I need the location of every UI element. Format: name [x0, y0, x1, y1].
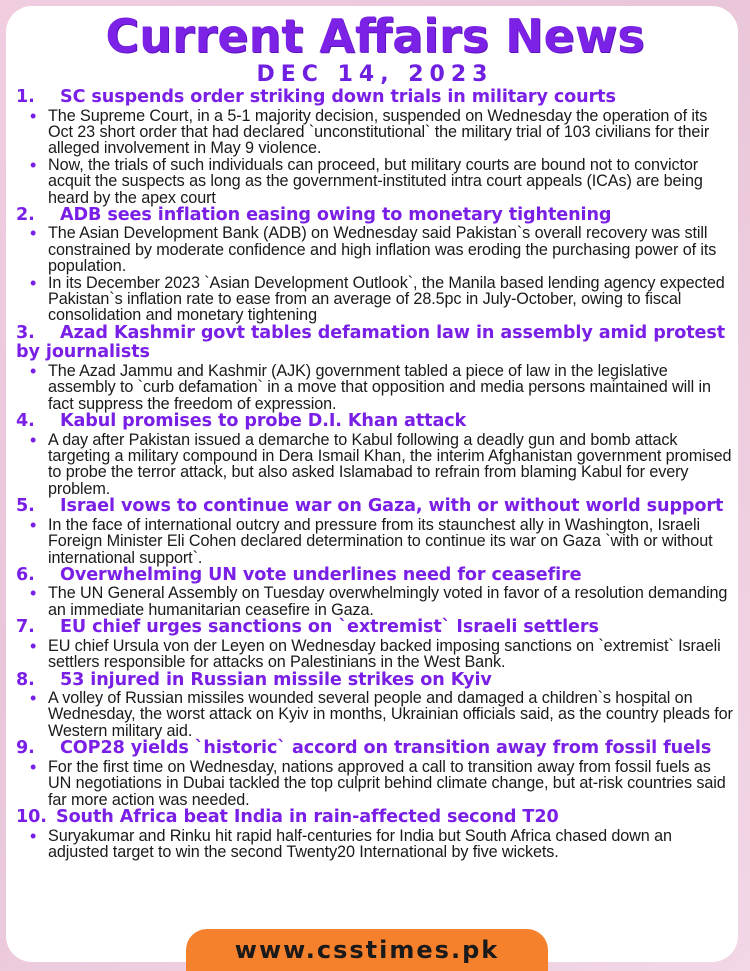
news-bullets	[16, 108, 736, 206]
news-bullets	[16, 690, 736, 739]
news-bullet: • The Asian Development Bank (ADB) on Wednesday said Pakistan`s overall recovery was still constrained by moderate confidence and high inflation was eroding the purchasing power of its population.	[48, 225, 736, 274]
news-item	[16, 808, 736, 860]
news-bullets	[16, 225, 736, 323]
news-bullets	[16, 828, 736, 861]
news-headline	[16, 497, 736, 517]
news-headline-text: ADB sees inflation easing owing to monetary tightening	[60, 204, 612, 225]
news-bullets	[16, 517, 736, 566]
news-item	[16, 566, 736, 618]
news-headline-text: COP28 yields `historic` accord on transition away from fossil fuels	[60, 738, 712, 759]
news-bullets	[16, 585, 736, 618]
news-number: 5.	[16, 496, 35, 517]
news-headline-text: 53 injured in Russian missile strikes on Kyiv	[60, 669, 492, 690]
news-item	[16, 497, 736, 566]
news-bullet: • A day after Pakistan issued a demarche to Kabul following a deadly gun and bomb attack targeting a military compound in Dera Ismail Khan, the interim Afghanistan government promised to probe the terror attack, but also asked Islamabad to refrain from blaming Kabul for every problem.	[48, 432, 736, 498]
news-bullet: • The Azad Jammu and Kashmir (AJK) government tabled a piece of law in the legislative assembly to `curb defamation` in a move that opposition and media persons maintained will in fact suppress the freedom of expression.	[48, 363, 736, 412]
news-number: 2.	[16, 204, 35, 225]
news-headline	[16, 671, 736, 691]
page-title: Current Affairs News	[105, 9, 645, 63]
news-number: 3.	[16, 322, 35, 343]
news-number: 9.	[16, 738, 35, 759]
news-bullet: • Suryakumar and Rinku hit rapid half-centuries for India but South Africa chased down an adjusted target to win the second Twenty20 International by five wickets.	[48, 828, 736, 861]
news-item	[16, 739, 736, 808]
news-bullet: • In the face of international outcry and pressure from its staunchest ally in Washington, Israeli Foreign Minister Eli Cohen declared determination to continue its war on Gaza `with or without international support`.	[48, 517, 736, 566]
news-bullet: • EU chief Ursula von der Leyen on Wednesday backed imposing sanctions on `extremist` Israeli settlers responsible for attacks on Palestinians in the West Bank.	[48, 638, 736, 671]
news-item	[16, 671, 736, 740]
news-number: 4.	[16, 411, 35, 432]
news-bullet: • The UN General Assembly on Tuesday overwhelmingly voted in favor of a resolution demanding an immediate humanitarian ceasefire in Gaza.	[48, 585, 736, 618]
news-headline-text: Azad Kashmir govt tables defamation law in assembly amid protest by journalists	[16, 322, 726, 363]
news-headline-text: Overwhelming UN vote underlines need for ceasefire	[60, 564, 582, 585]
news-bullet: • Now, the trials of such individuals can proceed, but military courts are bound not to convictor acquit the suspects as long as the government-instituted intra court appeals (ICAs) are being heard by the apex court	[48, 157, 736, 206]
page-date: DEC 14, 2023	[256, 62, 494, 87]
news-headline	[16, 412, 736, 432]
news-item	[16, 88, 736, 206]
news-headline	[16, 808, 736, 828]
news-headline-text: SC suspends order striking down trials in military courts	[60, 87, 616, 107]
news-headline	[16, 324, 736, 363]
news-number: 1.	[16, 87, 35, 107]
news-headline	[16, 88, 736, 108]
news-item	[16, 206, 736, 324]
news-list	[16, 88, 736, 860]
news-bullets	[16, 759, 736, 808]
news-bullet: • For the first time on Wednesday, nations approved a call to transition away from fossil fuels as UN negotiations in Dubai tackled the top culprit behind climate change, but at-risk countries said far more action was needed.	[48, 759, 736, 808]
news-bullet: • The Supreme Court, in a 5-1 majority decision, suspended on Wednesday the operation of its Oct 23 short order that had declared `unconstitutional` the military trial of 103 civilians for their alleged involvement in May 9 violence.	[48, 108, 736, 157]
news-headline	[16, 566, 736, 586]
news-headline-text: Israel vows to continue war on Gaza, with or without world support	[60, 496, 724, 517]
news-item	[16, 618, 736, 670]
news-number: 8.	[16, 669, 35, 690]
news-headline-text: EU chief urges sanctions on `extremist` Israeli settlers	[60, 617, 599, 638]
news-headline	[16, 739, 736, 759]
website-url[interactable]: www.csstimes.pk	[186, 929, 548, 971]
news-bullets	[16, 363, 736, 412]
news-bullet: • In its December 2023 `Asian Development Outlook`, the Manila based lending agency expected Pakistan`s inflation rate to ease from an average of 28.5pc in July-October, owing to fiscal consolidation and monetary tightening	[48, 275, 736, 324]
news-bullet: • A volley of Russian missiles wounded several people and damaged a children`s hospital on Wednesday, the worst attack on Kyiv in months, Ukrainian officials said, as the country pleads for Western military aid.	[48, 690, 736, 739]
news-headline	[16, 206, 736, 226]
news-headline-text: Kabul promises to probe D.I. Khan attack	[60, 411, 467, 432]
news-number: 10.	[16, 807, 47, 827]
news-bullets	[16, 638, 736, 671]
news-item	[16, 324, 736, 412]
news-bullets	[16, 432, 736, 498]
news-number: 6.	[16, 564, 35, 585]
news-headline-text: South Africa beat India in rain-affected second T20	[56, 807, 559, 827]
news-headline	[16, 618, 736, 638]
news-number: 7.	[16, 617, 35, 638]
news-item	[16, 412, 736, 497]
